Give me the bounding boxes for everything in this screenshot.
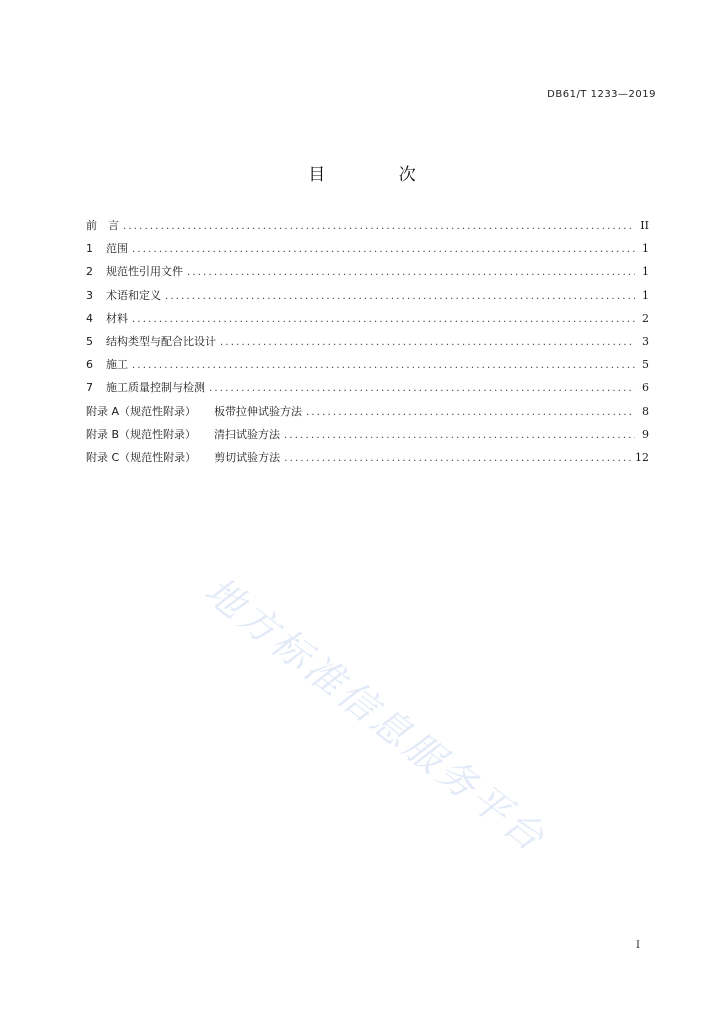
toc-entry-number: 7 — [86, 381, 93, 395]
toc-appendix-tag: 附录 A（规范性附录） — [86, 404, 197, 418]
toc-entry-number: 2 — [86, 265, 93, 279]
toc-leader-dots — [187, 263, 635, 283]
toc-entry-appendix-a[interactable] — [86, 402, 649, 425]
toc-entry-page: 1 — [642, 242, 649, 256]
toc-appendix-tag: 附录 B（规范性附录） — [86, 427, 197, 441]
toc-entry-appendix-b[interactable] — [86, 425, 649, 448]
toc-entry-label: 施工 — [106, 358, 128, 372]
toc-leader-dots — [284, 426, 635, 446]
toc-entry-4[interactable] — [86, 309, 649, 332]
toc-leader-dots — [123, 217, 635, 237]
page-title: 目 次 — [308, 165, 450, 185]
toc-entry-page: 5 — [642, 358, 649, 372]
toc-entry-page: 2 — [642, 311, 649, 325]
toc-leader-dots — [132, 356, 635, 376]
toc-entry-page: 3 — [642, 334, 649, 348]
toc-leader-dots — [132, 310, 635, 330]
toc-entry-number: 1 — [86, 242, 93, 256]
toc-entry-page: 12 — [635, 450, 649, 464]
standard-code: DB61/T 1233—2019 — [547, 89, 656, 100]
toc-entry-number: 3 — [86, 288, 93, 302]
toc-entry-label: 规范性引用文件 — [106, 265, 183, 279]
toc-entry-5[interactable] — [86, 332, 649, 355]
toc-leader-dots — [165, 287, 635, 307]
toc-entry-6[interactable] — [86, 355, 649, 378]
toc-entry-label: 前 言 — [86, 219, 119, 232]
toc-entry-number: 5 — [86, 334, 93, 348]
toc-entry-2[interactable] — [86, 262, 649, 285]
toc-appendix-tag: 附录 C（规范性附录） — [86, 450, 197, 464]
toc-entry-1[interactable] — [86, 239, 649, 262]
toc-entry-page: 6 — [642, 381, 649, 395]
toc-entry-page: 1 — [642, 288, 649, 302]
toc-entry-label: 范围 — [106, 242, 128, 256]
toc-entry-appendix-c[interactable] — [86, 448, 649, 471]
page-number: I — [636, 940, 640, 951]
toc-leader-dots — [284, 449, 631, 469]
toc-entry-label: 板带拉伸试验方法 — [214, 404, 303, 418]
table-of-contents — [86, 216, 649, 471]
toc-entry-7[interactable] — [86, 378, 649, 401]
toc-entry-page: 1 — [642, 265, 649, 279]
toc-entry-label: 材料 — [106, 311, 128, 325]
toc-entry-label: 施工质量控制与检测 — [106, 381, 205, 395]
toc-leader-dots — [132, 240, 635, 260]
toc-entry-label: 结构类型与配合比设计 — [106, 334, 216, 348]
toc-leader-dots — [306, 403, 635, 423]
toc-entry-page: 9 — [642, 427, 649, 441]
toc-entry-number: 6 — [86, 358, 93, 372]
toc-entry-label: 剪切试验方法 — [214, 450, 281, 464]
toc-entry-page: 8 — [642, 404, 649, 418]
toc-entry-foreword[interactable] — [86, 216, 649, 239]
toc-leader-dots — [209, 379, 635, 399]
toc-entry-label: 术语和定义 — [106, 288, 161, 302]
toc-entry-3[interactable] — [86, 286, 649, 309]
watermark-text: 地方标准信息服务平台 — [196, 568, 555, 862]
toc-entry-page: II — [640, 219, 649, 232]
toc-entry-label: 清扫试验方法 — [214, 427, 281, 441]
toc-entry-number: 4 — [86, 311, 93, 325]
toc-leader-dots — [220, 333, 635, 353]
